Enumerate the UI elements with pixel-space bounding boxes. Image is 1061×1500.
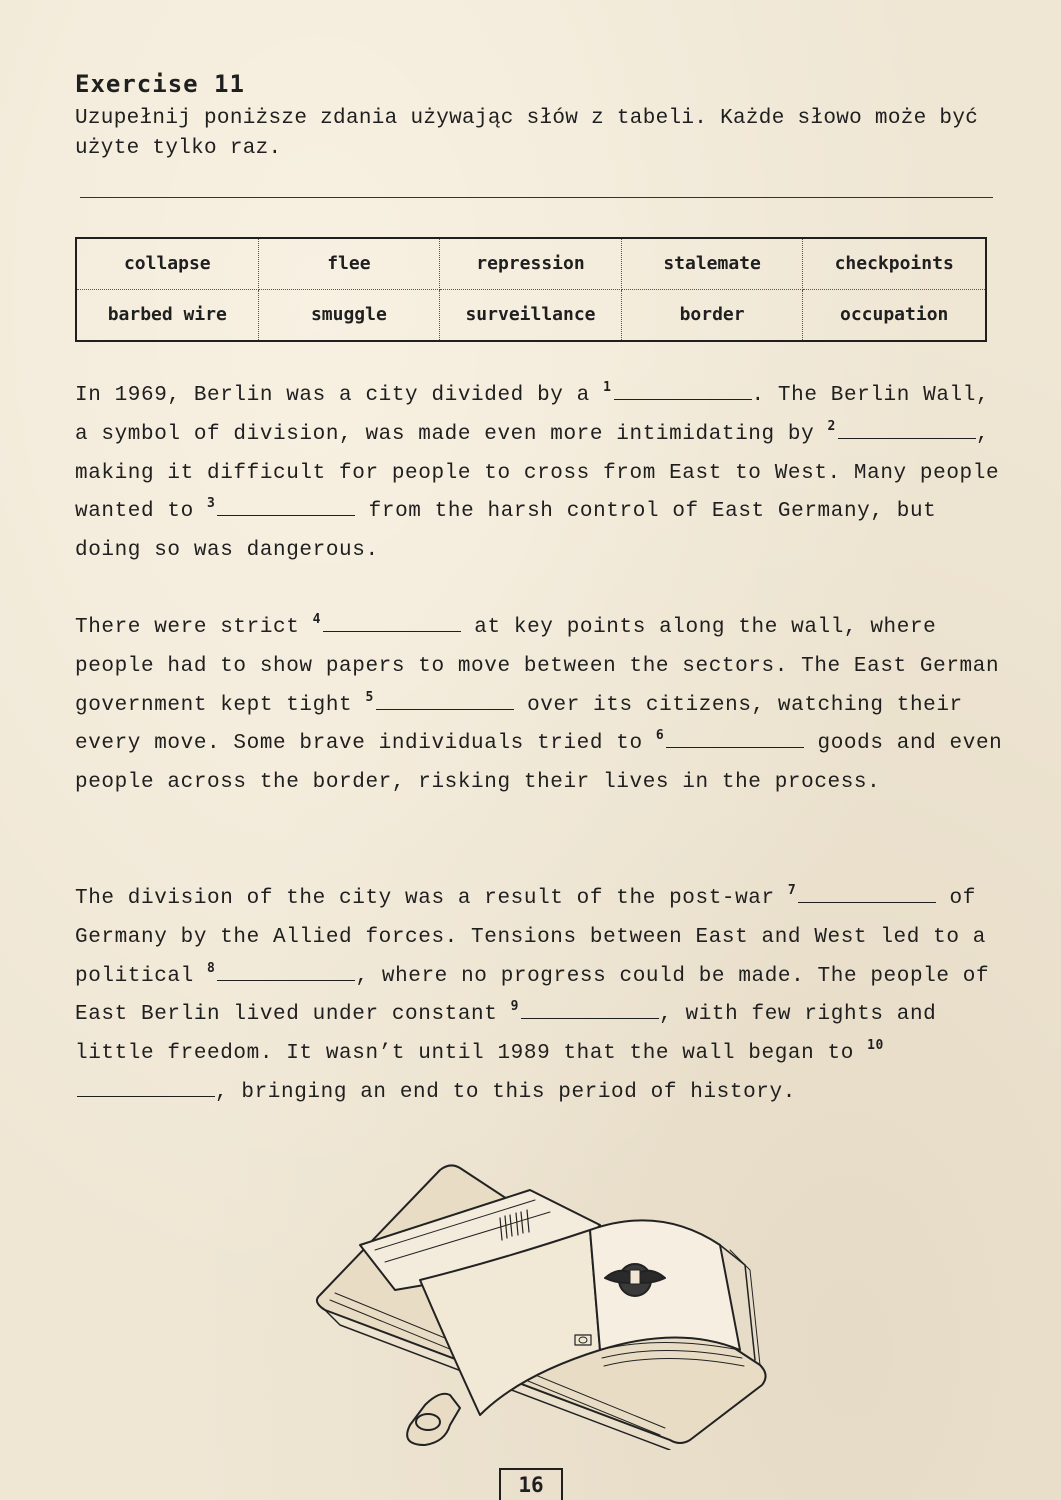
answer-blank[interactable] xyxy=(323,609,461,632)
paragraph-text: There were strict xyxy=(75,616,313,639)
blank-number: 9 xyxy=(510,999,520,1015)
paragraph-text: , making it difficult for people to cross from East to West. Many people wanted to xyxy=(75,422,1000,524)
answer-blank[interactable] xyxy=(77,1074,215,1097)
paragraph-2 xyxy=(75,609,1005,803)
word-bank-cell: barbed wire xyxy=(77,290,259,341)
blank-number: 2 xyxy=(827,418,836,434)
word-bank-cell: flee xyxy=(259,239,441,290)
exercise-title: Exercise 11 xyxy=(75,70,245,98)
word-bank-cell: collapse xyxy=(77,239,259,290)
answer-blank[interactable] xyxy=(217,958,355,981)
blank-number: 10 xyxy=(867,1038,884,1054)
word-bank-table xyxy=(75,237,987,342)
paragraph-text: of Germany by the Allied forces. Tensions between East and West led to a political xyxy=(75,887,986,988)
paragraph-text: from the harsh control of East Germany, but doing so was dangerous. xyxy=(75,500,937,563)
paragraph-text: . The Berlin Wall, a symbol of division, was made even more intimidating by xyxy=(75,384,990,446)
answer-blank[interactable] xyxy=(666,725,804,748)
paragraph-text: over its citizens, watching their every move. Some brave individuals tried to xyxy=(75,693,963,756)
paragraph-1 xyxy=(75,377,1005,571)
blank-number: 3 xyxy=(207,496,216,512)
paragraph-text: , bringing an end to this period of history. xyxy=(215,1080,796,1104)
paragraph-text: In 1969, Berlin was a city divided by a xyxy=(75,384,604,407)
blank-number: 8 xyxy=(207,960,216,976)
paragraph-text: at key points along the wall, where people had to show papers to move between the sectors. The East German government kept tight xyxy=(75,616,1000,717)
word-bank-cell: surveillance xyxy=(440,290,622,341)
answer-blank[interactable] xyxy=(838,416,976,439)
paragraph-text: The division of the city was a result of the post-war xyxy=(75,887,788,910)
word-bank-cell: smuggle xyxy=(259,290,441,341)
divider-line xyxy=(80,197,993,198)
answer-blank[interactable] xyxy=(614,377,752,400)
answer-blank[interactable] xyxy=(376,687,514,710)
answer-blank[interactable] xyxy=(798,880,936,903)
exercise-instruction: Uzupełnij poniższe zdania używając słów z tabeli. Każde słowo może być użyte tylko raz. xyxy=(75,107,979,160)
word-bank-cell: repression xyxy=(440,239,622,290)
answer-blank[interactable] xyxy=(217,493,355,516)
paragraph-text: goods and even people across the border, risking their lives in the process. xyxy=(75,732,1003,795)
answer-blank[interactable] xyxy=(521,996,659,1019)
blank-number: 7 xyxy=(787,883,797,898)
passport-wallet-icon xyxy=(300,1150,780,1450)
word-bank-cell: occupation xyxy=(840,304,949,326)
paragraph-3 xyxy=(75,880,1005,1113)
page-number: 16 xyxy=(499,1468,563,1500)
blank-number: 6 xyxy=(655,728,665,744)
blank-number: 1 xyxy=(603,380,612,395)
paragraph-text: , with few rights and little freedom. It wasn’t until 1989 that the wall began to xyxy=(75,1003,937,1066)
word-bank-cell: checkpoints xyxy=(803,239,985,290)
word-bank-cell: stalemate xyxy=(622,239,804,290)
word-bank-cell: border xyxy=(622,290,804,341)
blank-number: 4 xyxy=(312,612,322,627)
paragraph-text: , where no progress could be made. The people of East Berlin lived under constant xyxy=(75,964,990,1027)
blank-number: 5 xyxy=(365,689,374,705)
